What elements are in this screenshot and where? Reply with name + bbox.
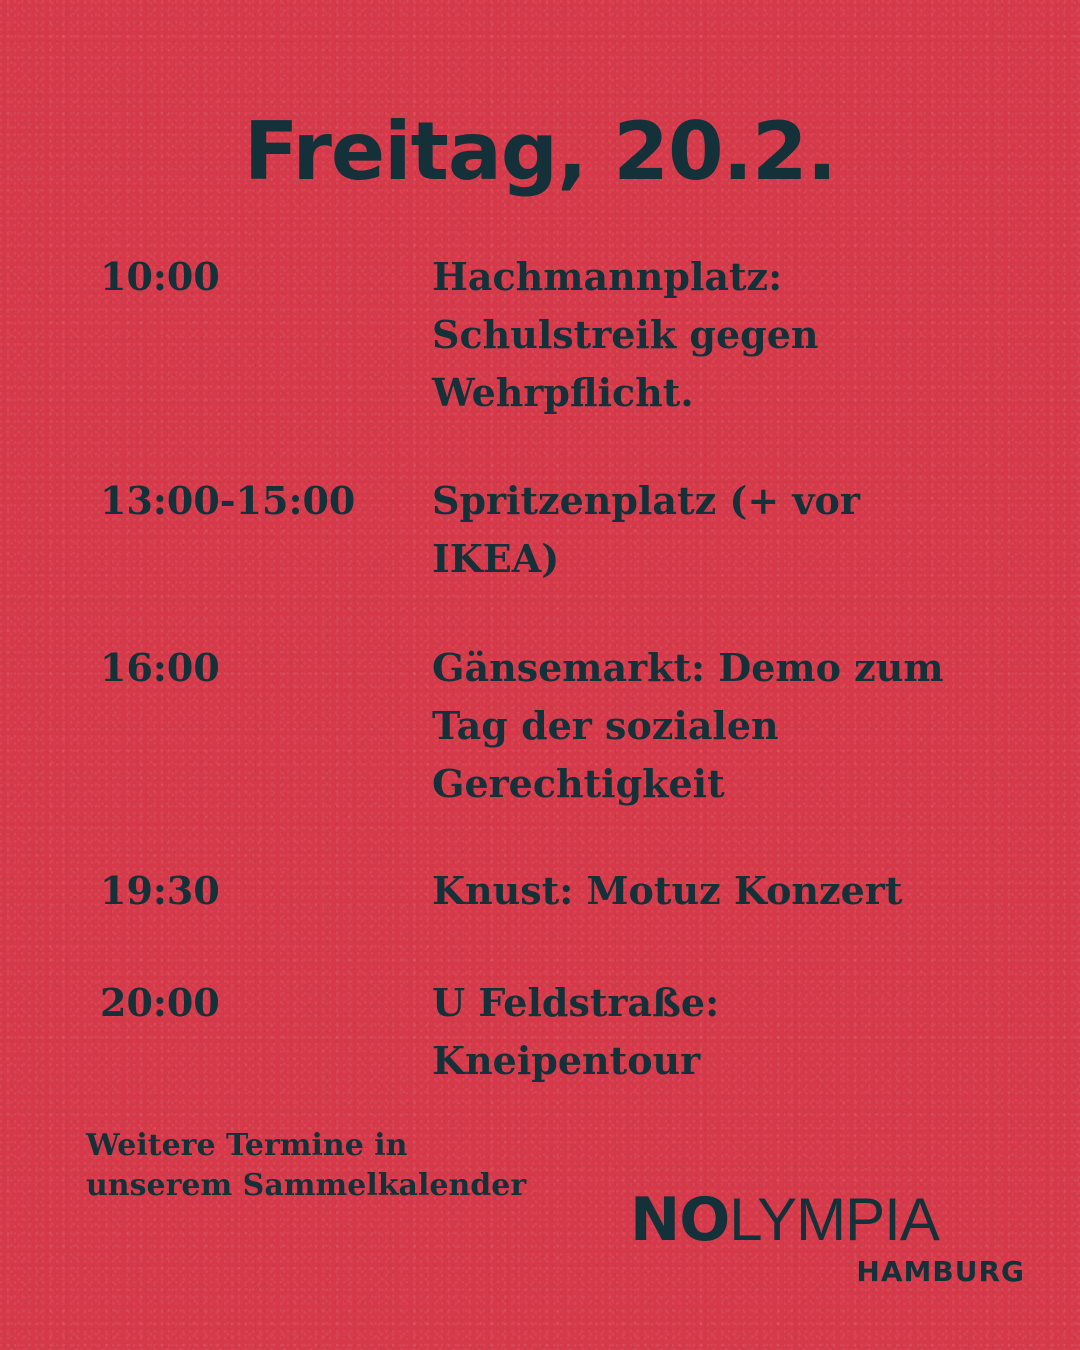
event-description: Gänsemarkt: Demo zum Tag der sozialen Gerechtigkeit — [432, 645, 944, 806]
logo-no-part: NO — [630, 1185, 730, 1255]
event-description: Knust: Motuz Konzert — [432, 868, 903, 913]
event-time: 10:00 — [100, 254, 220, 299]
nolympia-hamburg-logo — [630, 1185, 1025, 1298]
event-time: 13:00-15:00 — [100, 478, 356, 523]
event-description: Hachmannplatz: Schulstreik gegen Wehrpflicht. — [432, 254, 819, 415]
event-time: 19:30 — [100, 868, 220, 913]
calendar-note: Weitere Termine in unserem Sammelkalender — [86, 1128, 527, 1203]
event-time: 16:00 — [100, 645, 220, 690]
logo-lympia-part: LYMPIA — [729, 1186, 939, 1253]
page-title: Freitag, 20.2. — [243, 105, 837, 198]
event-description: Spritzenplatz (+ vor IKEA) — [432, 478, 860, 581]
event-time: 20:00 — [100, 980, 220, 1025]
logo-city: HAMBURG — [856, 1255, 1025, 1288]
logo-wordmark — [630, 1185, 939, 1255]
event-description: U Feldstraße: Kneipentour — [432, 980, 720, 1083]
